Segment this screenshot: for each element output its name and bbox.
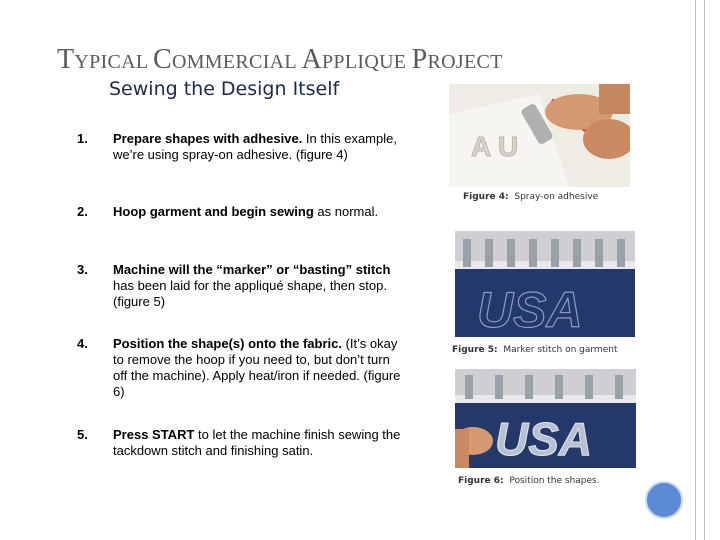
- step-number: 2.: [77, 204, 88, 219]
- step-text: Hoop garment and begin sewing as normal.: [113, 204, 379, 219]
- step-text: Prepare shapes with adhesive. In this example, we’re using spray-on adhesive. (figure 4): [113, 131, 397, 162]
- step-number: 3.: [77, 262, 88, 277]
- step-number: 4.: [77, 336, 88, 351]
- figure-4-caption: Figure 4: Spray-on adhesive: [463, 192, 599, 202]
- slide-corner-circle: [645, 481, 683, 519]
- slide-title: TYPICAL COMMERCIAL APPLIQUE PROJECT: [57, 44, 503, 75]
- figure-5-photo: [455, 231, 635, 337]
- slide-subtitle: Sewing the Design Itself: [109, 78, 340, 100]
- figure-5-letters: USA: [477, 282, 583, 337]
- figure-6-letters: USA: [495, 413, 593, 465]
- step-text: Press START to let the machine finish sewing the tackdown stitch and finishing satin.: [113, 427, 401, 458]
- step-text: Position the shape(s) onto the fabric. (It’s okay to remove the hoop if you need to, but don’t turn off the machine). Apply heat/iron if needed. (figure 6): [113, 336, 401, 399]
- figure-4-photo: [449, 84, 630, 187]
- decorative-rule: [704, 0, 705, 540]
- step-number: 5.: [77, 427, 88, 442]
- step-text: Machine will the “marker” or “basting” stitch has been laid for the appliqué shape, then stop. (figure 5): [113, 262, 391, 309]
- figure-5-caption: Figure 5: Marker stitch on garment: [452, 345, 618, 355]
- decorative-rule: [695, 0, 696, 540]
- figure-6-caption: Figure 6: Position the shapes.: [458, 476, 600, 486]
- step-number: 1.: [77, 131, 88, 146]
- figure-6-photo: [455, 369, 636, 468]
- figure-4-letters: A U: [471, 131, 519, 162]
